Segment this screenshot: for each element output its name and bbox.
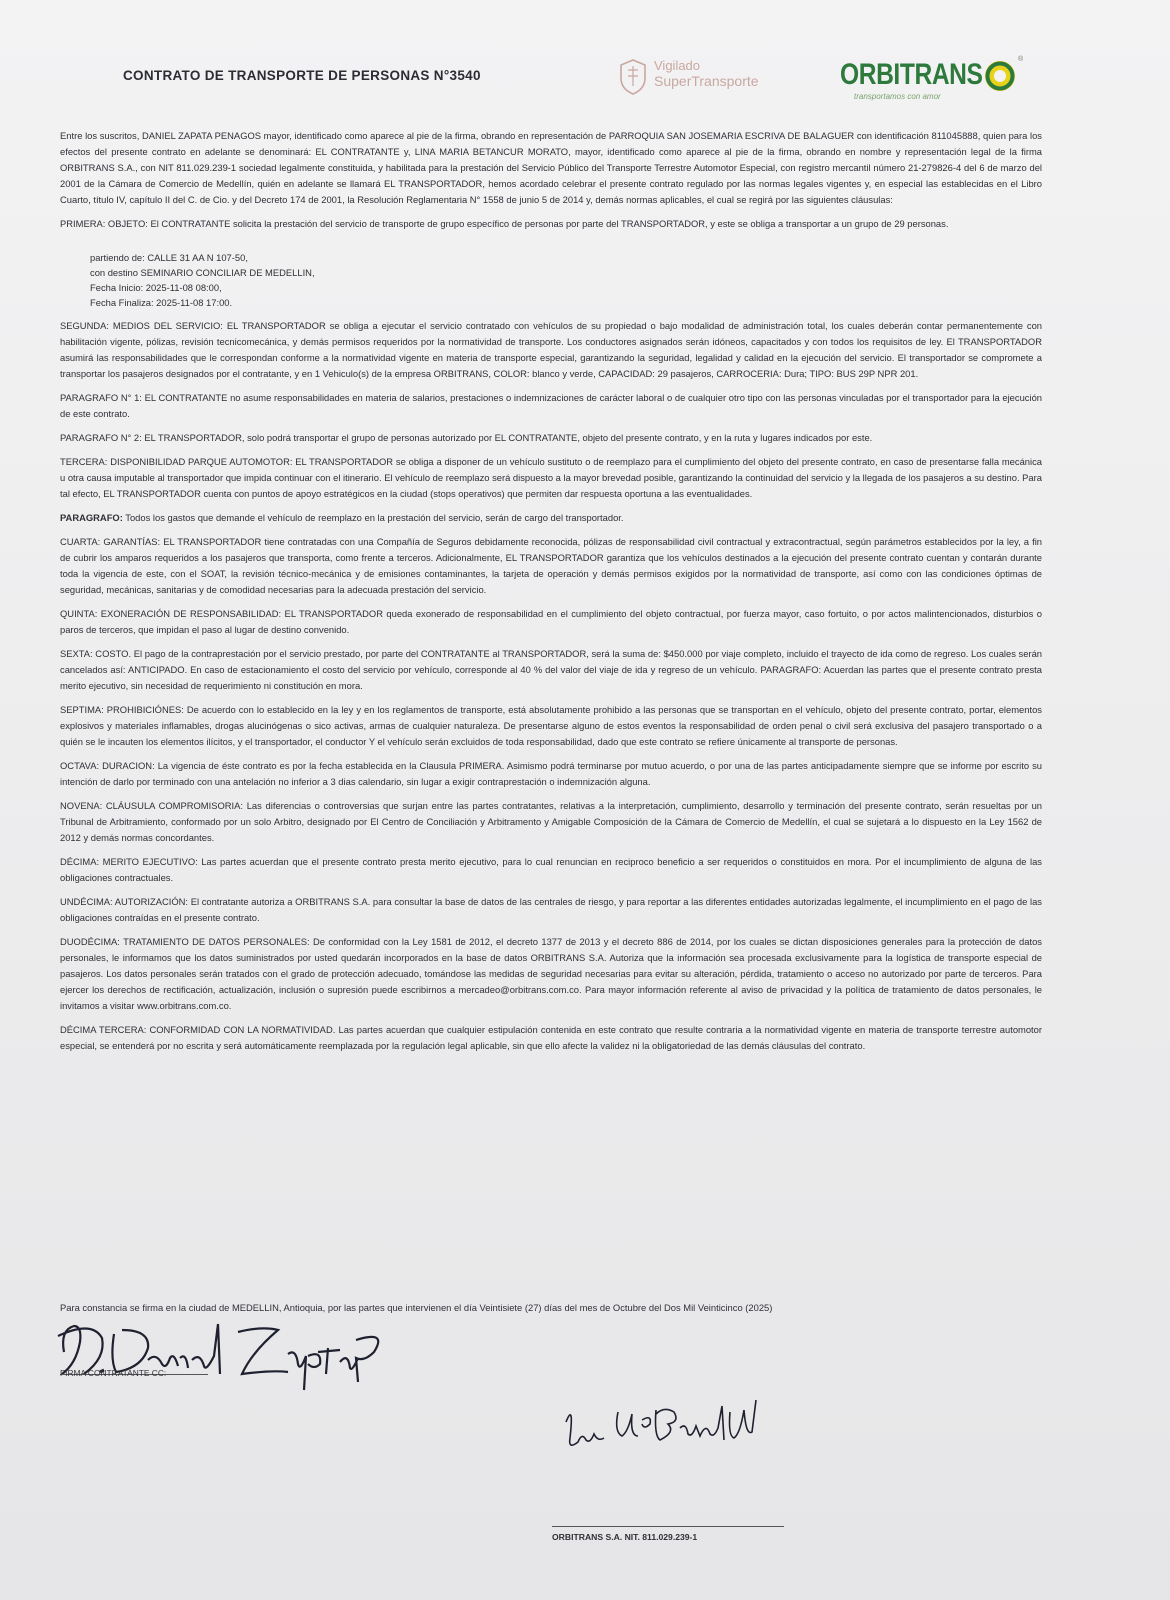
clause-text: EL TRANSPORTADOR queda exonerado de responsabilidad en el cumplimiento del objeto contractual, por fuerza mayor, caso fortuito, o por actos malintencionados, disturbios o paros de terceros, que impidan el paso al lugar de destino convenido.	[60, 608, 1042, 635]
clause-sexta	[60, 646, 1042, 694]
clause-label: UNDÉCIMA: AUTORIZACIÓN:	[60, 896, 189, 907]
shield-icon	[618, 58, 648, 96]
clause-text: EL TRANSPORTADOR, solo podrá transportar el grupo de personas autorizado por EL CONTRATANTE, objeto del presente contrato, y en la ruta y lugares indicados por este.	[141, 432, 873, 443]
clause-label: PRIMERA: OBJETO:	[60, 218, 148, 229]
clause-text: EL CONTRATANTE no asume responsabilidades en materia de salarios, prestaciones o indemnizaciones de carácter laboral o de cualquier otro tipo con las personas vinculadas por el transportador para la ejecución de este contrato.	[60, 392, 1042, 419]
clause-label: PARAGRAFO:	[60, 512, 123, 523]
vigilado-text: Vigilado	[654, 58, 701, 73]
company-signature-line	[552, 1526, 784, 1527]
clause-label: TERCERA: DISPONIBILIDAD PARQUE AUTOMOTOR:	[60, 456, 293, 467]
clause-text: El pago de la contraprestación por el servicio prestado, por parte del CONTRATANTE al TRANSPORTADOR, será la suma de: $450.000 por viaje completo, incluido el trayecto de ida como de regreso. Los cuales serán cancelados así: ANTICIPADO. En caso de estacionamiento el costo del servicio por vehículo, corresponde al 40 % del valor del viaje de ida y regreso de un vehículo. PARAGRAFO: Acuerdan las partes que el presente contrato presta merito ejecutivo, sin necesidad de requerimiento ni constitución en mora.	[60, 648, 1043, 691]
clause-text: El contratante autoriza a ORBITRANS S.A. para consultar la base de datos de las centrales de riesgo, y para reportar a las diferentes entidades autorizadas legalmente, el incumplimiento en el pago de las obligaciones contraídas en el presente contrato.	[60, 896, 1042, 923]
clause-label: QUINTA: EXONERACIÓN DE RESPONSABILIDAD:	[60, 608, 282, 619]
clause-text: EL TRANSPORTADOR se obliga a ejecutar el servicio contratado con vehículos de su propiedad o bajo modalidad de administración total, los cuales deberán contar permanentemente con habilitación vigente, pólizas, revisión tecnicomecánica, y demás permisos requeridos por la normatividad de transporte. Los conductores asignados serán idóneos, capacitados y con todos los requisitos de ley. El TRANSPORTADOR asumirá las responsabilidades que le correspondan conforme a la normatividad vigente en materia de transporte especial, garantizando la seguridad, legalidad y calidad en la ejecución del servicio. El transportador se compromete a transportar los pasajeros designados por el contratante, y en 1 Vehiculo(s) de la empresa ORBITRANS, COLOR: blanco y verde, CAPACIDAD: 29 pasajeros, CARROCERIA: Dura; TIPO: BUS 29P NPR 201.	[60, 320, 1043, 379]
logo-name: ORBITRANS	[840, 58, 983, 91]
clause-tercera	[60, 454, 1042, 502]
end-date-line: Fecha Finaliza: 2025-11-08 17:00.	[90, 297, 233, 308]
clause-septima	[60, 702, 1042, 750]
clause-text: Las partes acuerdan que el presente contrato presta merito ejecutivo, para lo cual renuncian en reciproco beneficio a ser requeridos o constituidos en mora. Por el incumplimiento de alguna de las obligaciones contractuales.	[60, 856, 1042, 883]
route-details	[90, 250, 1042, 310]
company-signature	[560, 1392, 760, 1462]
closing-statement: Para constancia se firma en la ciudad de MEDELLIN, Antioquia, por las partes que intervienen el día Veintisiete (27) días del mes de Octubre del Dos Mil Veinticinco (2025)	[60, 1302, 773, 1313]
clause-text: De conformidad con la Ley 1581 de 2012, el decreto 1377 de 2013 y el decreto 886 de 2014, por los cuales se dictan disposiciones generales para la protección de datos personales, le informamos que los datos suministrados por usted quedarán incorporados en la base de datos ORBITRANS S.A. Autoriza que la información sea procesada exclusivamente para la logística de transporte especial de pasajeros. Los datos personales serán tratados con el grado de protección adecuado, tomándose las medidas de seguridad necesarias para evitar su alteración, pérdida, tratamiento o acceso no autorizado por parte de terceros. Para ejercer los derechos de rectificación, actualización, inclusión o supresión puede escribirnos a mercadeo@orbitrans.com.co. Para mayor información referente al aviso de privacidad y la política de tratamiento de datos personales, le invitamos a visitar www.orbitrans.com.co.	[60, 936, 1042, 1011]
clause-label: PARAGRAFO N° 2:	[60, 432, 142, 443]
paragrafo-reemplazo	[60, 510, 1042, 526]
vigilado-supertransporte-badge	[618, 56, 788, 98]
clause-label: CUARTA: GARANTÍAS:	[60, 536, 161, 547]
start-date-line: Fecha Inicio: 2025-11-08 08:00,	[90, 282, 222, 293]
clause-text: Todos los gastos que demande el vehículo de reemplazo en la prestación del servicio, serán de cargo del transportador.	[122, 512, 624, 523]
clause-label: NOVENA: CLÁUSULA COMPROMISORIA:	[60, 800, 243, 811]
clause-label: SEGUNDA: MEDIOS DEL SERVICIO:	[60, 320, 223, 331]
clause-label: DÉCIMA: MERITO EJECUTIVO:	[60, 856, 198, 867]
destination-line: con destino SEMINARIO CONCILIAR DE MEDELLIN,	[90, 267, 315, 278]
supertransporte-text: SuperTransporte	[654, 73, 759, 89]
contract-body	[60, 128, 1042, 1062]
paragrafo-2	[60, 430, 1042, 446]
clause-label: DÉCIMA TERCERA: CONFORMIDAD CON LA NORMATIVIDAD.	[60, 1024, 336, 1035]
clause-text: Las diferencias o controversias que surjan entre las partes contratantes, relativas a la interpretación, cumplimiento, desarrollo y terminación del presente contrato, serán resueltas por un Tribunal de Arbitramiento, conformado por un solo Arbitro, designado por El Centro de Conciliación y Arbitramento y Amigable Composición de la Cámara de Comercio de Medellín, el cual se sujetará a lo dispuesto en la Ley 1562 de 2012 y demás normas concordantes.	[60, 800, 1042, 843]
clause-text: EL TRANSPORTADOR tiene contratadas con una Compañía de Seguros debidamente reconocida, pólizas de responsabilidad civil contractual y extracontractual, según parámetros establecidos por la ley, a fin de cubrir los amparos requeridos a los pasajeros que transporta, como frente a terceros. Adicionalmente, EL TRANSPORTADOR garantiza que los vehículos destinados a la ejecución del presente contrato cuentan y contarán durante toda la vigencia de este, con el SOAT, la revisión técnico-mecánica y de emisiones contaminantes, la tarjeta de operación y demás permisos exigidos por la normatividad de transporte, así como con las condiciones óptimas de seguridad, mecánicas, sanitarias y de comodidad necesarias para la adecuada prestación del servicio.	[60, 536, 1042, 595]
orbit-ring-icon	[982, 58, 1018, 94]
clause-label: SEPTIMA: PROHIBICIÓNES:	[60, 704, 184, 715]
clause-novena	[60, 798, 1042, 846]
signature-text: Lina M Betancur M	[560, 1392, 569, 1393]
clause-text: El CONTRATANTE solicita la prestación del servicio de transporte de grupo específico de personas por parte del TRANSPORTADOR, y este se obliga a transportar a un grupo de 29 personas.	[147, 218, 949, 229]
registered-mark: ®	[1018, 56, 1024, 63]
signature-text: D. Daniel Zapata P	[52, 1312, 61, 1313]
clause-decima-tercera	[60, 1022, 1042, 1054]
clause-text: Las partes acuerdan que cualquier estipulación contenida en este contrato que resulte contraria a la normatividad vigente en materia de transporte terrestre automotor especial, se entenderá por no escrita y será automáticamente reemplazada por la regulación legal aplicable, sin que ello afecte la validez ni la obligatoriedad de las demás cláusulas del contrato.	[60, 1024, 1042, 1051]
clause-label: OCTAVA: DURACION:	[60, 760, 155, 771]
clause-octava	[60, 758, 1042, 790]
clause-label: SEXTA: COSTO.	[60, 648, 132, 659]
clause-text: La vigencia de éste contrato es por la fecha establecida en la Clausula PRIMERA. Asimismo podrá terminarse por mutuo acuerdo, o por una de las partes anticipadamente siempre que se informe por escrito su intención de darlo por terminado con una antelación no inferior a 3 dias calendario, sin lugar a exigir contraprestación o indemnización alguna.	[60, 760, 1042, 787]
clause-decima	[60, 854, 1042, 886]
clause-quinta	[60, 606, 1042, 638]
company-label: ORBITRANS S.A. NIT. 811.029.239-1	[552, 1532, 698, 1542]
clause-duodecima	[60, 934, 1042, 1014]
clause-primera	[60, 216, 1042, 232]
clause-cuarta	[60, 534, 1042, 598]
contratante-label: FIRMA CONTRATANTE CC:	[60, 1368, 167, 1378]
clause-label: PARAGRAFO N° 1:	[60, 392, 142, 403]
origin-line: partiendo de: CALLE 31 AA N 107-50,	[90, 252, 248, 263]
clause-text: EL TRANSPORTADOR se obliga a disponer de un vehículo sustituto o de reemplazo para el cumplimiento del objeto del presente contrato, en caso de presentarse falla mecánica u otra causa imputable al transportador que impida continuar con el itinerario. El vehículo de reemplazo será dispuesto a la mayor brevedad posible, garantizando la continuidad del servicio y la llegada de los pasajeros a su destino. Para tal efecto, EL TRANSPORTADOR cuenta con puntos de apoyo estratégicos en la ciudad (stops operativos) que permiten dar respuesta oportuna a las eventualidades.	[60, 456, 1042, 499]
orbitrans-logo	[840, 54, 1030, 108]
contratante-signature	[52, 1312, 392, 1402]
clause-text: De acuerdo con lo establecido en la ley y en los reglamentos de transporte, está absolutamente prohibido a las personas que se transportan en el vehículo, objeto del presente contrato, portar, elementos explosivos y materiales inflamables, drogas alucinógenas o sico activas, armas de cualquier naturaleza. De presentarse alguno de estos eventos la responsabilidad de orden penal o civil será exclusiva del pasajero transportado o a quién se le incauten los elementos ilícitos, y el transportador, el conductor Y el vehículo serán excluidos de toda responsabilidad, dado que este contrato se refiere únicamente al transporte de personas.	[60, 704, 1042, 747]
paragrafo-1	[60, 390, 1042, 422]
intro-paragraph: Entre los suscritos, DANIEL ZAPATA PENAGOS mayor, identificado como aparece al pie de la firma, obrando en representación de PARROQUIA SAN JOSEMARIA ESCRIVA DE BALAGUER con identificación 811045888, quien para los efectos del presente contrato en adelante se denominará: EL CONTRATANTE y, LINA MARIA BETANCUR MORATO, mayor, identificado como aparece al pie de la firma, obrando en nombre y representación legal de la firma ORBITRANS S.A., con NIT 811.029.239-1 sociedad legalmente constituida, y habilitada para la prestación del Servicio Público del Transporte Terrestre Automotor Especial, con registro mercantil número 21-279826-4 del 6 de marzo del 2001 de la Cámara de Comercio de Medellín, quién en adelante se llamará EL TRANSPORTADOR, hemos acordado celebrar el presente contrato regulado por las normas legales vigentes y, en especial las establecidas en el Libro Cuarto, título IV, capítulo II del C. de Cio. y del Decreto 174 de 2001, la Resolución Reglamentaria N° 1558 de junio 5 de 2014 y, demás normas aplicables, el cual se regirá por las siguientes cláusulas:	[60, 130, 1042, 205]
clause-segunda	[60, 318, 1042, 382]
logo-tagline: transportamos con amor	[854, 92, 941, 101]
clause-label: DUODÉCIMA: TRATAMIENTO DE DATOS PERSONALES:	[60, 936, 310, 947]
clause-undecima	[60, 894, 1042, 926]
contract-title: CONTRATO DE TRANSPORTE DE PERSONAS N°3540	[123, 68, 481, 83]
